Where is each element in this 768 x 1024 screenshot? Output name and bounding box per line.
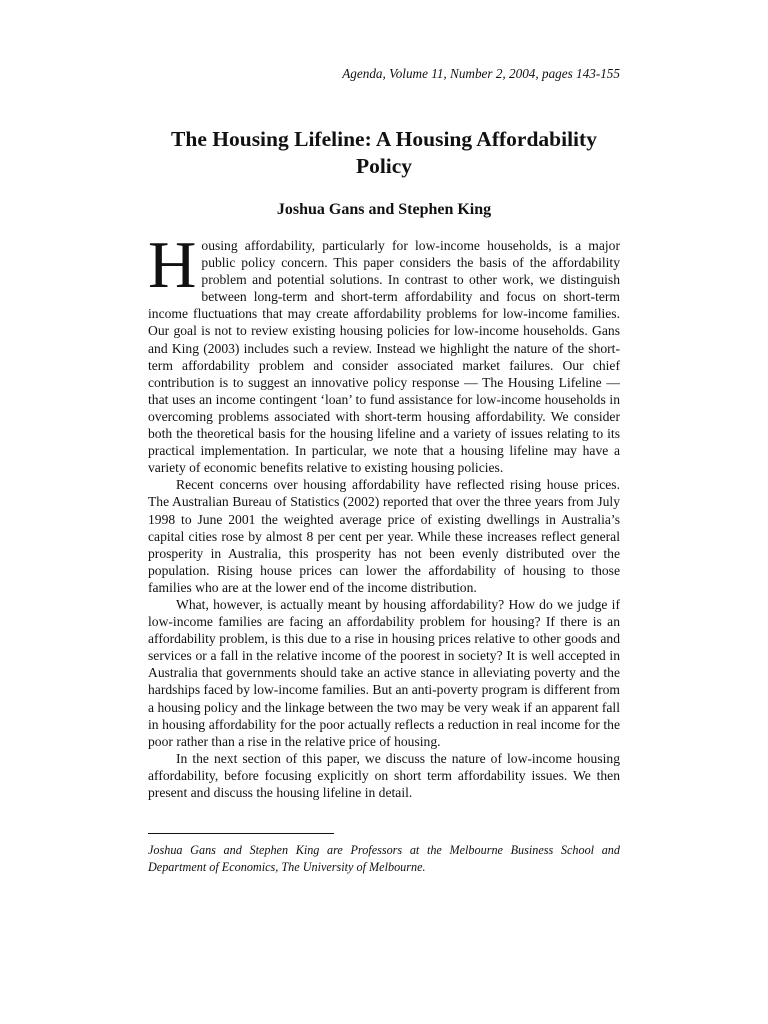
body-paragraph-1: [148, 228, 620, 476]
paper-page: [148, 0, 620, 1024]
body-paragraph-3: What, however, is actually meant by housing affordability? How do we judge if low-income families are facing an affordability problem for housing? If there is an affordability problem, is this due to a rise in housing prices relative to other goods and services or a fall in the relative income of the poorest in society? It is well accepted in Australia that governments should take an active stance in alleviating poverty and the hardships faced by low-income families. But an anti-poverty program is different from a housing policy and the linkage between the two may be very weak if an apparent fall in housing affordability for the poor actually reflects a reduction in real income for the poor rather than a rise in the relative price of housing.: [148, 596, 620, 749]
paper-authors: Joshua Gans and Stephen King: [276, 201, 492, 218]
body-paragraph-4: In the next section of this paper, we discuss the nature of low-income housing affordability, before focusing explicitly on short term affordability issues. We then present and discuss the housing lifeline in detail.: [148, 750, 620, 800]
paper-title: The Housing Lifeline: A Housing Affordability Policy: [171, 127, 597, 178]
drop-cap-letter: H: [148, 228, 197, 302]
body-paragraph-2: Recent concerns over housing affordability have reflected rising house prices. The Australian Bureau of Statistics (2002) reported that over the three years from July 1998 to June 2001 the weighted average price of existing dwellings in Australia’s capital cities rose by almost 8 per cent per year. While these increases reflect general prosperity in Australia, this prosperity has not been evenly distributed over the population. Rising house prices can lower the affordability of housing to those families who are at the lower end of the income distribution.: [148, 477, 620, 595]
author-footnote: Joshua Gans and Stephen King are Professors at the Melbourne Business School and Department of Economics, The University of Melbourne.: [148, 843, 620, 874]
footnote-divider: [148, 833, 334, 834]
article-body: [148, 228, 620, 801]
journal-citation: Agenda, Volume 11, Number 2, 2004, pages 143-155: [342, 66, 620, 81]
body-paragraph-1-text: ousing affordability, particularly for low-income households, is a major public policy concern. This paper considers the basis of the affordability problem and potential solutions. In contrast to other work, we distinguish between long-term and short-term affordability and focus on short-term income fluctuations that may create affordability problems for low-income families. Our goal is not to review existing housing policies for low-income households. Gans and King (2003) includes such a review. Instead we highlight the nature of the short-term affordability problem and consider associated market failures. Our chief contribution is to suggest an innovative policy response — The Housing Lifeline — that uses an income contingent ‘loan’ to fund assistance for low-income households in overcoming problems associated with short-term housing affordability. We consider both the theoretical basis for the housing lifeline and a variety of issues relating to its practical implementation. In particular, we note that a housing lifeline may have a variety of economic benefits relative to existing housing policies.: [148, 238, 620, 476]
